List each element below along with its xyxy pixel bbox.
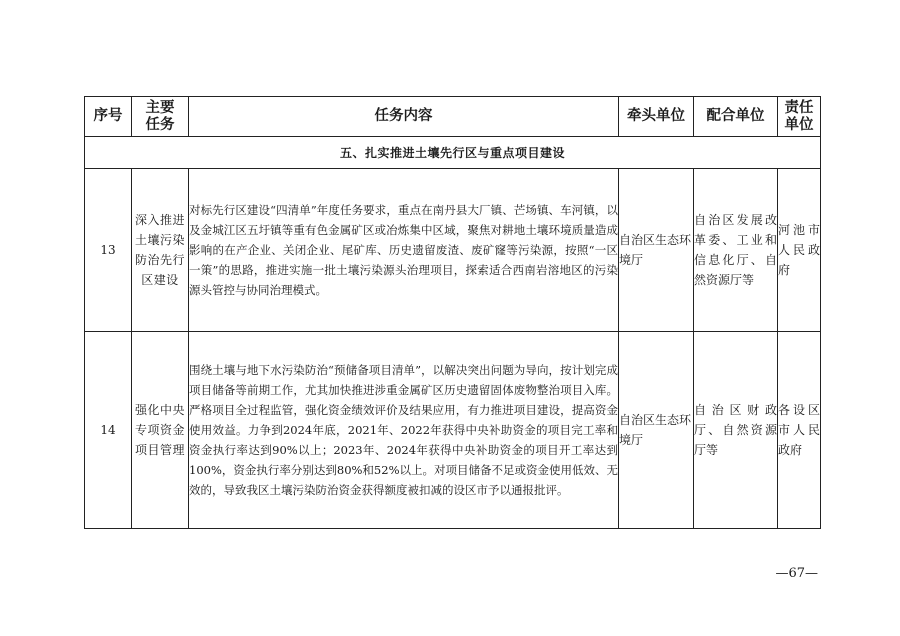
header-coop: 配合单位 bbox=[694, 97, 778, 137]
header-content: 任务内容 bbox=[189, 97, 619, 137]
row-content: 围绕土壤与地下水污染防治“预储备项目清单”，以解决突出问题为导向，按计划完成项目储备等前期工作，尤其加快推进涉重金属矿区历史遗留固体废物整治项目入库。严格项目全过程监管，强化资金绩效评价及结果应用，有力推进项目建设，提高资金使用效益。力争到2024年底，2021年、2022年获得中央补助资金的项目完工率和资金执行率达到90%以上；2023年、2024年获得中央补助资金的项目开工率达到100%，资金执行率分别达到80%和52%以上。对项目储备不足或资金使用低效、无效的，导致我区土壤污染防治资金获得额度被扣减的设区市予以通报批评。 bbox=[189, 332, 619, 529]
row-content: 对标先行区建设“四清单”年度任务要求，重点在南丹县大厂镇、芒场镇、车河镇，以及金城江区五圩镇等重有色金属矿区或冶炼集中区域，聚焦对耕地土壤环境质量造成影响的在产企业、关闭企业、尾矿库、历史遗留废渣、废矿窿等污染源，按照“一区一策”的思路，推进实施一批土壤污染源头治理项目，探索适合西南岩溶地区的污染源头管控与协同治理模式。 bbox=[189, 169, 619, 332]
section-row bbox=[85, 137, 821, 169]
row-coop: 自治区财政厅、自然资源厅等 bbox=[694, 332, 778, 529]
row-lead: 自治区生态环境厅 bbox=[619, 169, 694, 332]
row-resp: 各设区市人民政府 bbox=[778, 332, 821, 529]
header-num: 序号 bbox=[85, 97, 132, 137]
table-row bbox=[85, 332, 821, 529]
row-resp: 河池市人民政府 bbox=[778, 169, 821, 332]
row-num: 14 bbox=[85, 332, 132, 529]
header-resp-text: 责任单位 bbox=[784, 99, 814, 133]
section-title: 五、扎实推进土壤先行区与重点项目建设 bbox=[85, 137, 821, 169]
header-task-text: 主要任务 bbox=[145, 99, 175, 133]
row-num: 13 bbox=[85, 169, 132, 332]
header-lead: 牵头单位 bbox=[619, 97, 694, 137]
row-lead: 自治区生态环境厅 bbox=[619, 332, 694, 529]
header-row bbox=[85, 97, 821, 137]
row-task: 强化中央专项资金项目管理 bbox=[132, 332, 189, 529]
page-number: —67— bbox=[775, 566, 818, 581]
row-coop: 自治区发展改革委、工业和信息化厅、自然资源厅等 bbox=[694, 169, 778, 332]
table-row bbox=[85, 169, 821, 332]
header-task bbox=[132, 97, 189, 137]
header-resp bbox=[778, 97, 821, 137]
row-task: 深入推进土壤污染防治先行区建设 bbox=[132, 169, 189, 332]
task-table bbox=[84, 96, 821, 529]
